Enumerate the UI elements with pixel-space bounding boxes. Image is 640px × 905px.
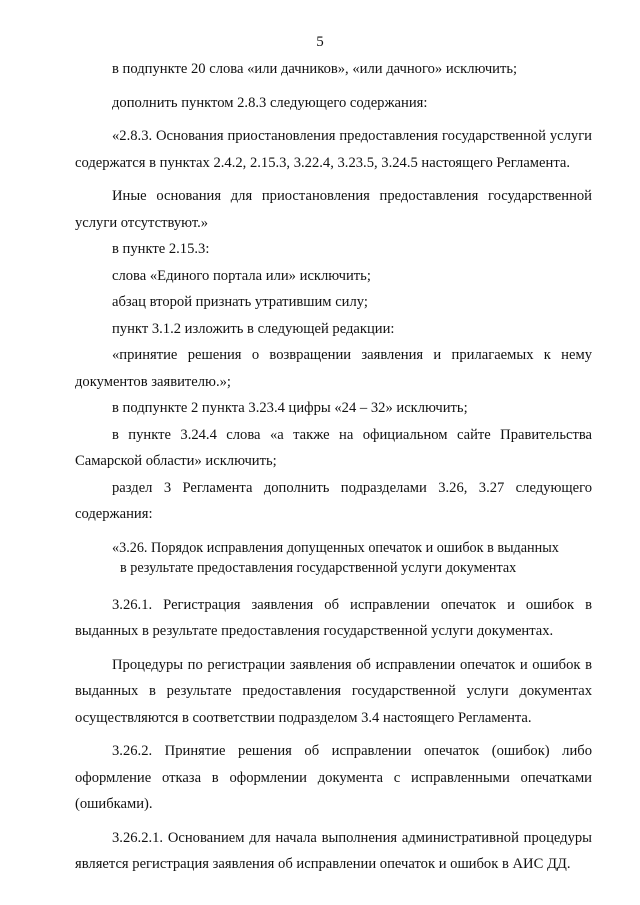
amendment-paragraph: в подпункте 20 слова «или дачников», «или дачного» исключить;: [112, 61, 518, 77]
amendment-paragraph: абзац второй признать утратившим силу;: [112, 294, 368, 310]
section-paragraph: Процедуры по регистрации заявления об исправлении опечаток и ошибок в выданных в результате предоставления государственной услуги документах осуществляются в соответствии подразделом 3.4 настоящего Регламента.: [75, 656, 592, 726]
amendment-paragraph: «принятие решения о возвращении заявления и прилагаемых к нему документов заявителю.»;: [75, 347, 592, 390]
amendment-paragraph: слова «Единого портала или» исключить;: [112, 267, 371, 284]
section-paragraph: 3.26.2. Принятие решения об исправлении опечаток (ошибок) либо оформление отказа в оформлении документа с исправленными опечатками (ошибками).: [75, 743, 592, 812]
amendment-paragraph: Иные основания для приостановления предоставления государственной услуги отсутствуют.»: [75, 188, 592, 231]
section-heading: [112, 538, 592, 578]
section-heading-line1: «3.26. Порядок исправления допущенных опечаток и ошибок в выданных: [112, 539, 559, 556]
section-paragraph: 3.26.1. Регистрация заявления об исправлении опечаток и ошибок в выданных в результате предоставления государственной услуги документах.: [75, 596, 592, 639]
page-number: 5: [316, 34, 324, 50]
amendment-paragraph: в пункте 2.15.3:: [112, 241, 210, 257]
section-heading-line2: в результате предоставления государственной услуги документах: [120, 559, 517, 576]
section-paragraph: 3.26.2.1. Основанием для начала выполнения административной процедуры является регистрация заявления об исправлении опечаток и ошибок в АИС ДД.: [75, 829, 592, 872]
amendment-paragraph: дополнить пунктом 2.8.3 следующего содержания:: [112, 94, 428, 111]
document-body: [75, 56, 592, 878]
amendment-paragraph: в подпункте 2 пункта 3.23.4 цифры «24 – 32» исключить;: [112, 400, 468, 416]
amendment-paragraph: в пункте 3.24.4 слова «а также на официальном сайте Правительства Самарской области» исключить;: [75, 426, 592, 469]
amendment-paragraph: раздел 3 Регламента дополнить подразделами 3.26, 3.27 следующего содержания:: [75, 479, 592, 522]
amendment-paragraph: пункт 3.1.2 изложить в следующей редакции:: [112, 320, 395, 337]
amendment-paragraph: «2.8.3. Основания приостановления предоставления государственной услуги содержатся в пунктах 2.4.2, 2.15.3, 3.22.4, 3.23.5, 3.24.5 настоящего Регламента.: [75, 128, 592, 171]
